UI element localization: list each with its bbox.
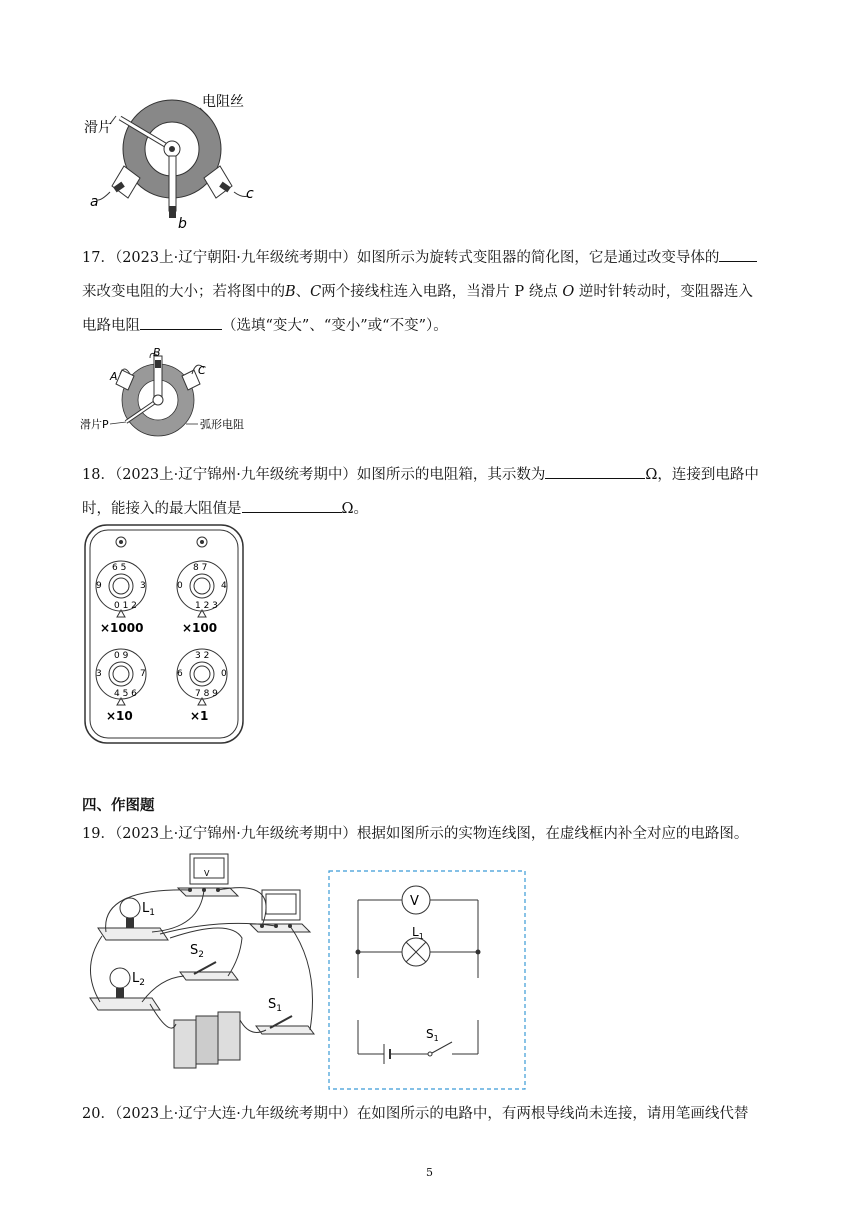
question-19: [82, 817, 782, 851]
q17-B: B: [285, 284, 296, 300]
q17-blank-1[interactable]: [719, 247, 757, 262]
q19-number: 19．: [82, 826, 115, 842]
dial-label-x10: ×10: [106, 709, 133, 723]
fig16-label-b: b: [178, 216, 187, 228]
q17-blank-2[interactable]: [140, 315, 222, 330]
fig19-voltmeter-label: V: [410, 894, 419, 909]
q17-text3: 两个接线柱连入电路，当滑片 P 绕点: [321, 284, 558, 300]
q20-number: 20．: [82, 1106, 115, 1122]
svg-text:3: 3: [96, 669, 102, 679]
fig19-S1: $S_1$: [268, 997, 282, 1014]
dial-label-x1: ×1: [190, 709, 209, 723]
svg-text:0 1 2: 0 1 2: [114, 601, 137, 611]
q20-source: （2023上·辽宁大连·九年级统考期中）: [114, 1106, 357, 1122]
q18-number: 18．: [82, 467, 115, 483]
fig17-label-B: B: [153, 346, 161, 359]
fig19-L1-diagram: $L_1$: [412, 925, 424, 941]
fig19-L2: $L_2$: [132, 971, 145, 988]
q18-blank-1[interactable]: [545, 464, 645, 479]
fig19-L1: $L_1$: [142, 901, 155, 918]
fig16-label-c: c: [246, 186, 254, 202]
svg-text:0 9: 0 9: [114, 651, 129, 661]
svg-text:4: 4: [221, 581, 227, 591]
svg-text:6 5: 6 5: [112, 563, 127, 573]
dial-label-x100: ×100: [182, 621, 218, 635]
fig17-label-C: C: [198, 364, 206, 377]
svg-text:4 5 6: 4 5 6: [114, 689, 137, 699]
fig17-label-arc: 弧形电阻: [200, 418, 244, 431]
svg-text:1 2 3: 1 2 3: [195, 601, 218, 611]
section-title: 四、作图题: [82, 798, 155, 814]
q17-text1: 如图所示为旋转式变阻器的简化图，它是通过改变导体的: [356, 250, 720, 266]
page-number: 5: [426, 1166, 433, 1179]
q17-number: 17．: [82, 250, 115, 266]
fig17-rotary-resistor: [80, 344, 270, 438]
q19-text: 根据如图所示的实物连线图，在虚线框内补全对应的电路图。: [356, 826, 749, 842]
question-18: [82, 458, 782, 526]
svg-text:V: V: [204, 869, 210, 878]
question-20: [82, 1097, 782, 1131]
svg-text:0: 0: [177, 581, 183, 591]
svg-text:0: 0: [221, 669, 227, 679]
fig19-S1-diagram: $S_1$: [426, 1027, 439, 1043]
svg-text:7 8 9: 7 8 9: [195, 689, 218, 699]
q17-C: C: [310, 284, 322, 300]
q18-unit1: Ω，连接到电路中: [645, 467, 759, 483]
svg-text:7: 7: [140, 669, 146, 679]
q20-text: 在如图所示的电路中，有两根导线尚未连接，请用笔画线代替: [356, 1106, 749, 1122]
q17-text5: 电路电阻: [82, 318, 140, 334]
svg-text:3: 3: [140, 581, 146, 591]
fig17-label-A: A: [110, 370, 118, 383]
q17-text2: 来改变电阻的大小；若将图中的: [82, 284, 285, 300]
question-17: [82, 241, 782, 343]
q17-source: （2023上·辽宁朝阳·九年级统考期中）: [114, 250, 357, 266]
fig16-label-wire: 电阻丝: [202, 94, 244, 110]
q17-text4: 逆时针转动时，变阻器连入: [578, 284, 753, 300]
fig19-physical-circuit: [80, 848, 320, 1088]
fig19-answer-box[interactable]: [328, 870, 526, 1090]
q18-unit2: Ω。: [341, 501, 369, 517]
fig16-label-slider: 滑片: [84, 120, 112, 136]
q17-O: O: [562, 284, 575, 300]
fig19-S2: $S_2$: [190, 943, 204, 960]
svg-text:3 2: 3 2: [195, 651, 210, 661]
svg-text:6: 6: [177, 669, 183, 679]
q18-text1: 如图所示的电阻箱，其示数为: [356, 467, 546, 483]
dial-label-x1000: ×1000: [100, 621, 144, 635]
svg-text:8 7: 8 7: [193, 563, 208, 573]
q19-source: （2023上·辽宁锦州·九年级统考期中）: [114, 826, 357, 842]
fig16-label-a: a: [90, 194, 99, 210]
q18-source: （2023上·辽宁锦州·九年级统考期中）: [114, 467, 357, 483]
fig16-rotary-resistor: [80, 88, 280, 228]
q17-text6: （选填“变大”、“变小”或“不变”）。: [222, 318, 448, 334]
fig17-label-slider: 滑片P: [80, 418, 109, 431]
q17-sep: 、: [295, 284, 311, 300]
q18-text2: 时，能接入的最大阻值是: [82, 501, 242, 517]
q18-blank-2[interactable]: [242, 498, 342, 513]
fig18-resistance-box: [84, 524, 244, 744]
svg-text:9: 9: [96, 581, 102, 591]
